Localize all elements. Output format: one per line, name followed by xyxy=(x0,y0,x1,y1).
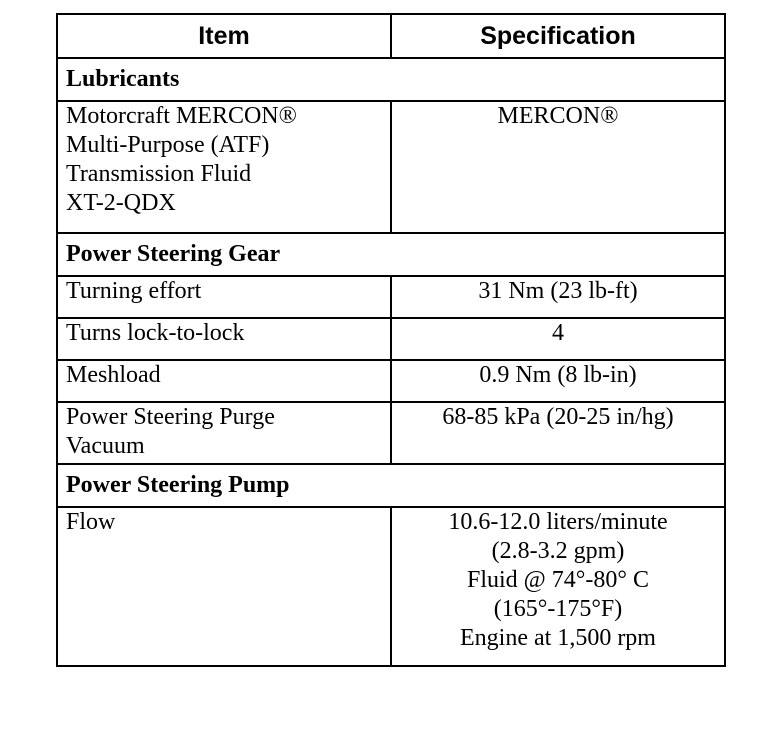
section-row-lubricants xyxy=(57,58,725,101)
section-title: Power Steering Pump xyxy=(57,464,725,507)
section-row-power-steering-pump xyxy=(57,464,725,507)
section-title: Lubricants xyxy=(57,58,725,101)
table-row xyxy=(57,402,725,464)
item-cell xyxy=(57,402,391,464)
item-line: Multi-Purpose (ATF) xyxy=(66,132,270,158)
item-cell: Turns lock-to-lock xyxy=(57,318,391,360)
spec-cell: 31 Nm (23 lb-ft) xyxy=(391,276,725,318)
table-row xyxy=(57,360,725,402)
table-row xyxy=(57,276,725,318)
item-cell xyxy=(57,101,391,233)
spec-line: 10.6-12.0 liters/minute xyxy=(448,509,668,535)
item-cell: Meshload xyxy=(57,360,391,402)
section-row-power-steering-gear xyxy=(57,233,725,276)
item-line: Flow xyxy=(66,509,116,535)
table-row xyxy=(57,318,725,360)
item-line: Vacuum xyxy=(66,433,145,459)
spec-cell xyxy=(391,101,725,233)
spec-line: MERCON® xyxy=(497,103,619,129)
header-row xyxy=(57,14,725,58)
item-line: XT-2-QDX xyxy=(66,190,176,216)
section-title: Power Steering Gear xyxy=(57,233,725,276)
spec-cell xyxy=(391,402,725,464)
item-line: Motorcraft MERCON® xyxy=(66,103,297,129)
item-cell xyxy=(57,507,391,666)
spec-table xyxy=(56,13,726,667)
spec-line: Fluid @ 74°-80° C xyxy=(467,567,649,593)
table-row xyxy=(57,101,725,233)
spec-line: Engine at 1,500 rpm xyxy=(460,625,656,651)
item-line: Power Steering Purge xyxy=(66,404,275,430)
table-row xyxy=(57,507,725,666)
item-column-header: Item xyxy=(57,14,391,58)
spec-cell: 0.9 Nm (8 lb-in) xyxy=(391,360,725,402)
spec-line: (2.8-3.2 gpm) xyxy=(491,538,625,564)
spec-line: 68-85 kPa (20-25 in/hg) xyxy=(442,404,674,430)
item-line: Transmission Fluid xyxy=(66,161,252,187)
spec-cell: 4 xyxy=(391,318,725,360)
spec-line: (165°-175°F) xyxy=(493,596,623,622)
spec-cell xyxy=(391,507,725,666)
specification-column-header: Specification xyxy=(391,14,725,58)
item-cell: Turning effort xyxy=(57,276,391,318)
